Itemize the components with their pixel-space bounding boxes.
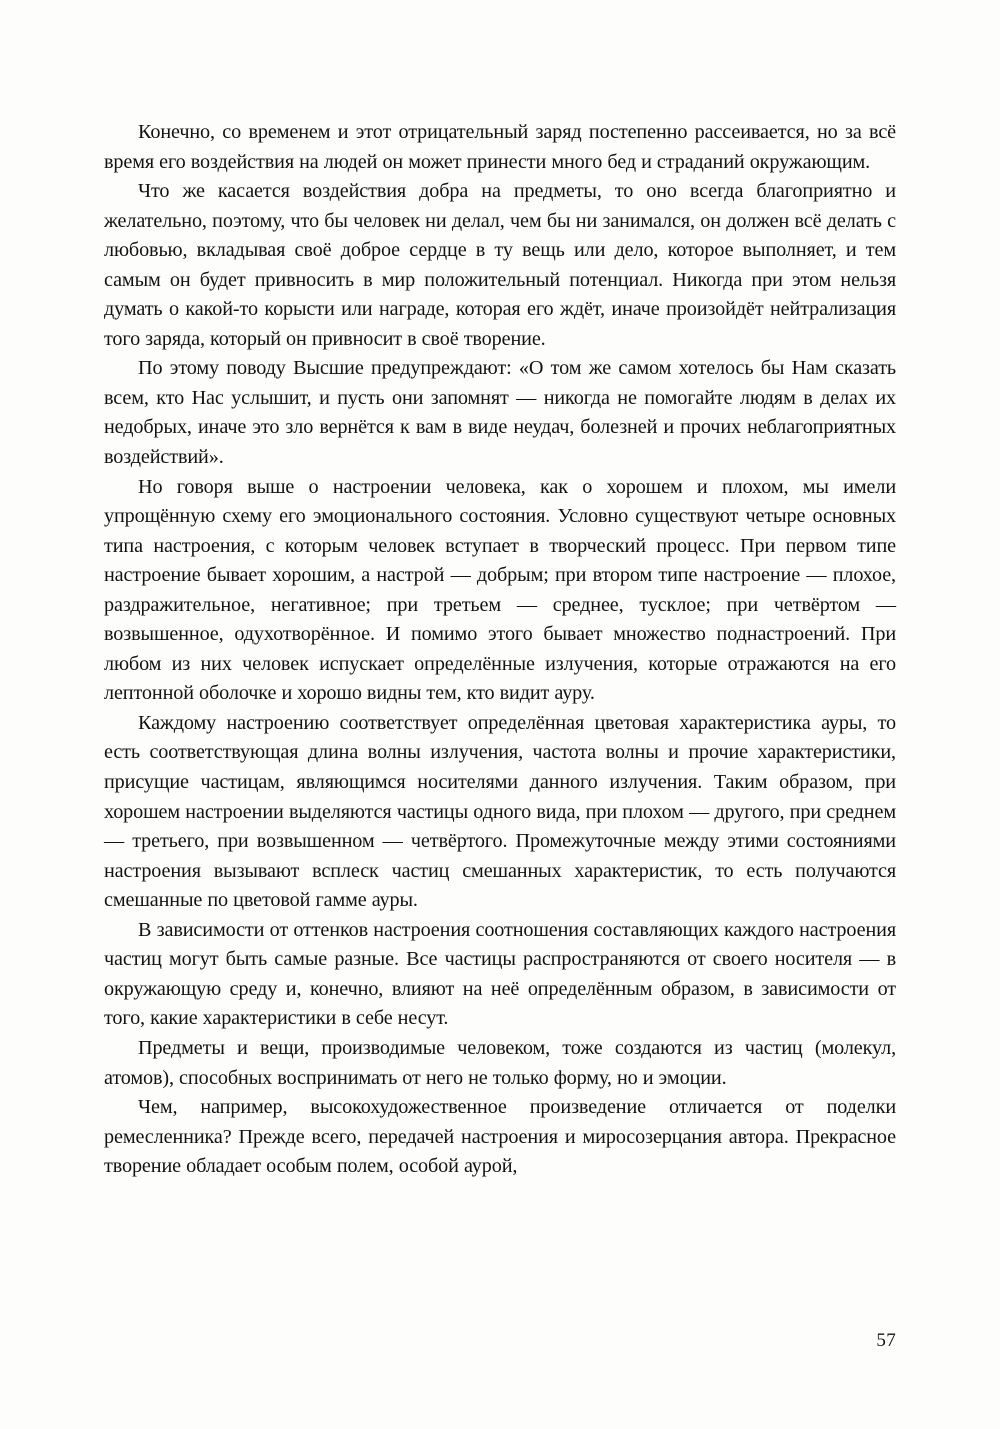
page-text-block [104, 118, 896, 1182]
paragraph: Каждому настроению соответствует определённая цветовая характеристика ауры, то есть соответствующая длина волны излучения, частота волны и прочие характеристики, присущие частицам, являющимся носителями данного излучения. Таким образом, при хорошем настроении выделяются частицы одного вида, при плохом — другого, при среднем — третьего, при возвышенном — четвёртого. Промежуточные между этими состояниями настроения вызывают всплеск частиц смешанных характеристик, то есть получаются смешанные по цветовой гамме ауры. [104, 711, 896, 912]
paragraph: По этому поводу Высшие предупреждают: «О том же самом хотелось бы Нам сказать всем, кто Нас услышит, и пусть они запомнят — никогда не помогайте людям в делах их недобрых, иначе это зло вернётся к вам в виде неудач, болезней и прочих неблагоприятных воздействий». [104, 357, 896, 469]
paragraph: Чем, например, высокохудожественное произведение отличается от поделки ремесленника? Прежде всего, передачей настроения и миросозерцания автора. Прекрасное творение обладает особым полем, особой аурой, [104, 1096, 896, 1178]
paragraph: В зависимости от оттенков настроения соотношения составляющих каждого настроения частиц могут быть самые разные. Все частицы распространяются от своего носителя — в окружающую среду и, конечно, влияют на неё определённым образом, в зависимости от того, какие характеристики в себе несут. [104, 918, 896, 1030]
paragraph: Конечно, со временем и этот отрицательный заряд постепенно рассеивается, но за всё время его воздействия на людей он может принести много бед и страданий окружающим. [104, 121, 896, 173]
paragraph: Предметы и вещи, производимые человеком, тоже создаются из частиц (молекул, атомов), способных воспринимать от него не только форму, но и эмоции. [104, 1036, 896, 1089]
page-number: 57 [876, 1330, 896, 1351]
paragraph: Что же касается воздействия добра на предметы, то оно всегда благоприятно и желательно, поэтому, что бы человек ни делал, чем бы ни занимался, он должен всё делать с любовью, вкладывая своё доброе сердце в ту вещь или дело, которое выполняет, и тем самым он будет привносить в мир положительный потенциал. Никогда при этом нельзя думать о какой-то корысти или награде, которая его ждёт, иначе произойдёт нейтрализация того заряда, который он привносит в своё творение. [104, 180, 896, 350]
paragraph: Но говоря выше о настроении человека, как о хорошем и плохом, мы имели упрощённую схему его эмоционального состояния. Условно существуют четыре основных типа настроения, с которым человек вступает в творческий процесс. При первом типе настроение бывает хорошим, а настрой — добрым; при втором типе настроение — плохое, раздражительное, негативное; при третьем — среднее, тусклое; при четвёртом — возвышенное, одухотворённое. И помимо этого бывает множество поднастроений. При любом из них человек испускает определённые излучения, которые отражаются на его лептонной оболочке и хорошо видны тем, кто видит ауру. [104, 475, 896, 705]
